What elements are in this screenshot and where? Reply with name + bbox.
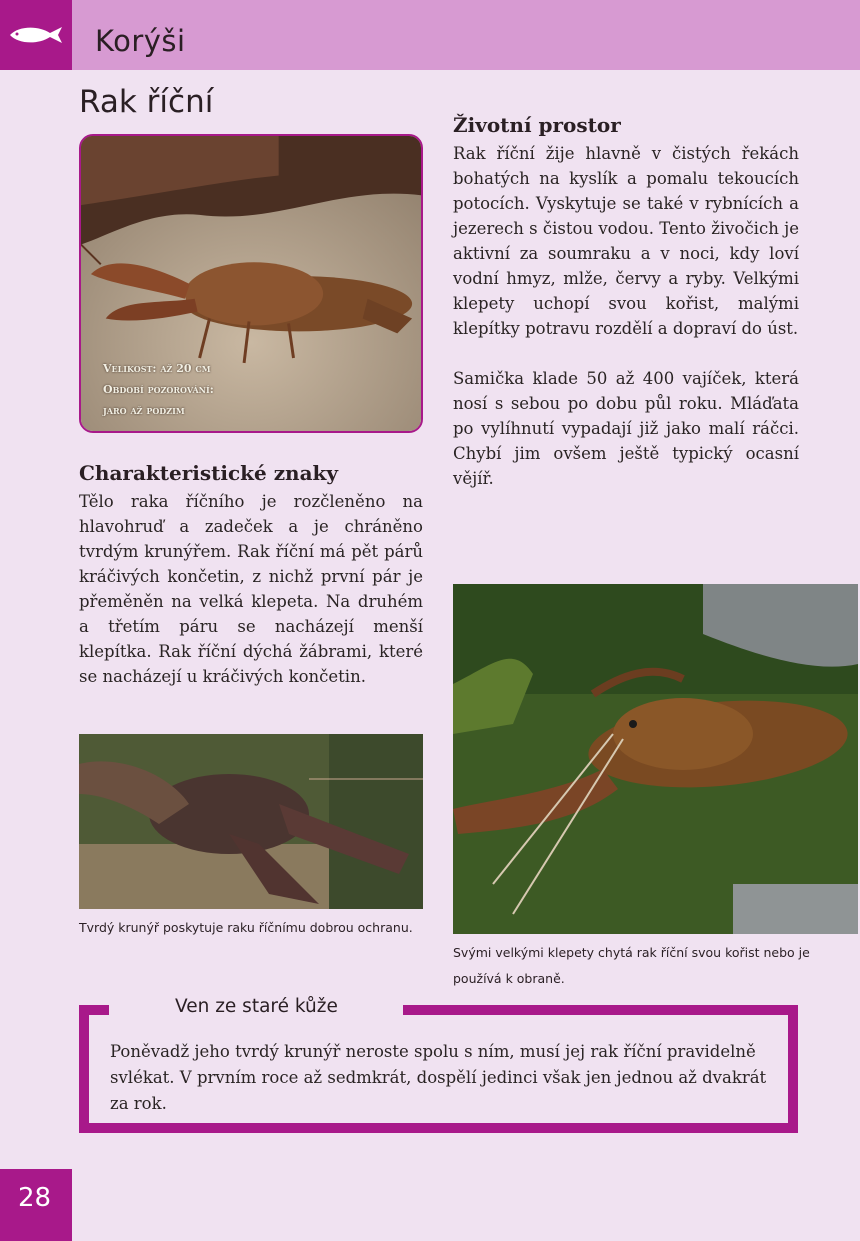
info-box-text: Poněvadž jeho tvrdý krunýř neroste spolu s ním, musí jej rak říční pravidelně svlékat. V prvním roce až sedmkrát, dospělí jedinci však jen jednou až dvakrát za rok. [110, 1042, 767, 1113]
habitat-heading: Životní prostor [453, 113, 621, 137]
caption-left: Tvrdý krunýř poskytuje raku říčnímu dobrou ochranu. [79, 920, 413, 935]
size-info: Velikost: až 20 cm [103, 362, 211, 375]
characteristics-heading: Charakteristické znaky [79, 461, 339, 485]
characteristics-text: Tělo raka říčního je rozčleněno na hlavohruď a zadeček a je chráněno tvrdým krunýřem. Rak říční má pět párů kráčivých končetin, z nichž první pár je přeměněn na velká klepeta. Na druhém a třetím páru se nacházejí menší klepítka. Rak říční dýchá žábrami, které se nacházejí u kráčivých končetin. [79, 492, 423, 686]
crayfish-closeup-photo [79, 734, 423, 909]
page-number: 28 [18, 1183, 52, 1213]
info-box-title: Ven ze staré kůže [175, 996, 338, 1017]
crayfish-moss-photo [453, 584, 858, 934]
caption-right: Svými velkými klepety chytá rak říční svou kořist nebo je používá k obraně. [453, 945, 810, 986]
header-icon-box [0, 0, 72, 70]
habitat-text-1: Rak říční žije hlavně v čistých řekách bohatých na kyslík a pomalu tekoucích potocích. Vyskytuje se také v rybnících a jezerech s čistou vodou. Tento živočich je aktivní za soumraku a v noci, kdy loví vodní hmyz, mlže, červy a ryby. Velkými klepety uchopí svou kořist, malými klepítky potravu rozdělí a dopraví do úst. [453, 144, 799, 338]
observation-period-label: Období pozorování: [103, 383, 214, 396]
fish-icon [8, 24, 64, 46]
section-title: Korýši [95, 24, 186, 58]
observation-period-value: jaro až podzim [103, 404, 185, 417]
photo-info [103, 358, 214, 421]
habitat-text-2: Samička klade 50 až 400 vajíček, která nosí s sebou po dobu půl roku. Mláďata po vylíhnutí vypadají již jako malí ráčci. Chybí jim ovšem ještě typický ocasní vějíř. [453, 369, 799, 488]
crayfish-main-photo [79, 134, 423, 433]
info-box-top-left [79, 1005, 109, 1015]
species-title: Rak říční [79, 84, 214, 120]
info-box-top-right [403, 1005, 798, 1015]
